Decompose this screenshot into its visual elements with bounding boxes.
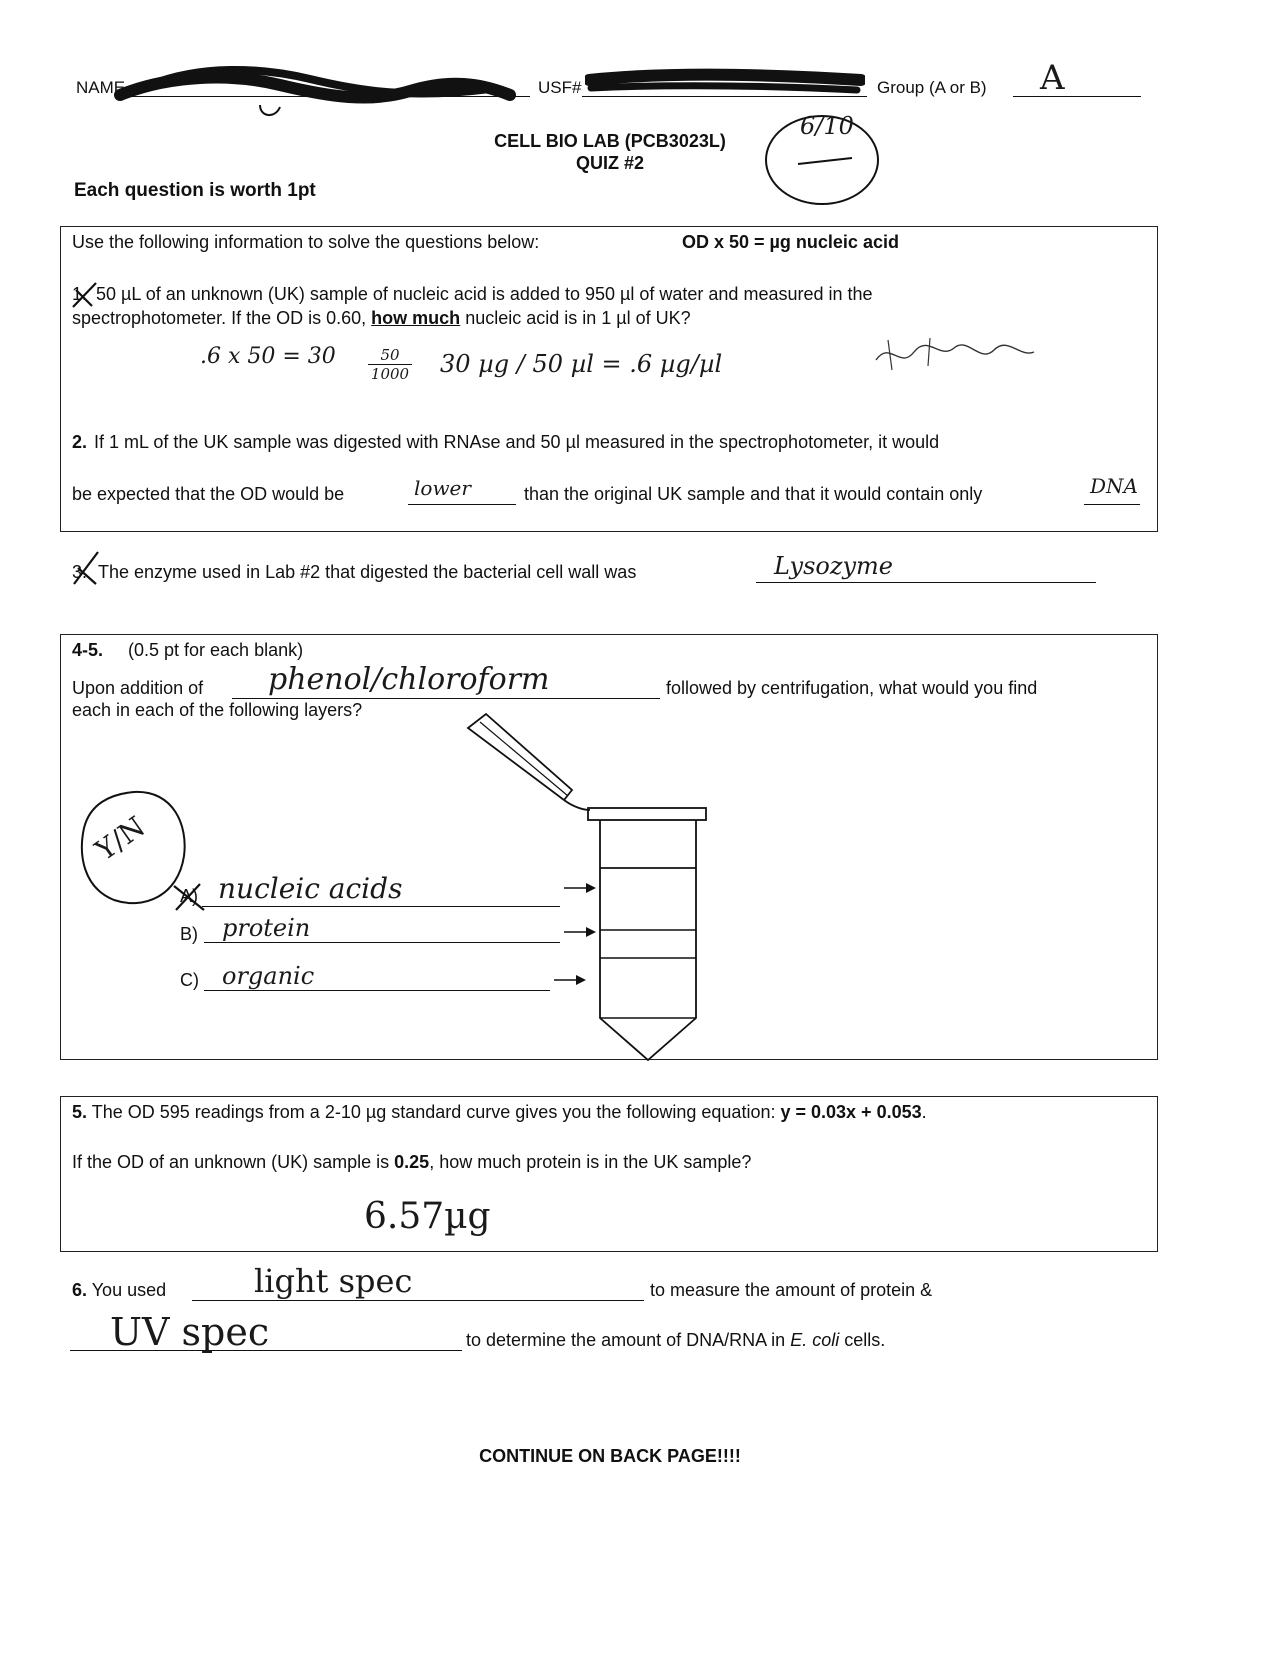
layer-c-arrow [554,972,588,988]
layer-b-label: B) [180,924,198,944]
continue-note: CONTINUE ON BACK PAGE!!!! [479,1446,741,1466]
q6-text-d: cells. [844,1330,886,1350]
q1-fraction-numerator: 50 [368,346,412,365]
q5-number: 5. [72,1102,88,1122]
redacted-name-scribble [110,55,530,125]
yn-note: Y/N [89,809,152,868]
layer-a-blank-line[interactable] [202,906,560,907]
q5-line1 [72,1102,927,1123]
layer-c-label: C) [180,970,199,990]
name-label: NAME [76,78,126,97]
quiz-title: QUIZ #2 [575,153,645,173]
q2-answer-1: lower [414,476,471,500]
course-title: CELL BIO LAB (PCB3023L) [494,131,726,151]
group-label: Group (A or B) [877,78,987,97]
q45-points: (0.5 pt for each blank) [128,640,304,660]
q1-work-step3: 30 µg / 50 µl = .6 µg/µl [440,350,723,378]
q6-text-c: to determine the amount of DNA/RNA in [466,1330,786,1350]
quiz-heading [440,130,780,174]
q6-organism: E. coli [790,1330,840,1350]
q5-text-b: If the OD of an unknown (UK) sample is [72,1152,390,1172]
layer-a-label: A) [180,886,198,906]
layer-b-blank-line[interactable] [204,942,560,943]
q6-line2-end [466,1330,885,1351]
q1-text-part-b: spectrophotometer. If the OD is 0.60, [72,308,367,328]
q5-line2 [72,1152,751,1173]
q3-answer: Lysozyme [774,552,894,580]
q3-blank-line[interactable] [756,582,1096,583]
q6-number: 6. [72,1280,88,1300]
layer-a-answer: nucleic acids [218,872,403,905]
q45-text-a: Upon addition of [72,678,204,698]
q2-blank-1-line[interactable] [408,504,516,505]
layer-c-blank-line[interactable] [204,990,550,991]
q6-blank-1-line[interactable] [192,1300,644,1301]
group-answer: A [1040,58,1065,98]
q2-number: 2. [72,432,88,452]
layer-a-arrow [564,880,598,896]
q5-text-c: , how much protein is in the UK sample? [429,1152,752,1172]
q45-text-c: each in each of the following layers? [72,700,363,720]
group-field-line[interactable] [1013,96,1141,97]
q6-answer-1: light spec [254,1262,413,1300]
q6-text-b: to measure the amount of protein & [650,1280,933,1300]
q1-number: 1. [72,284,88,304]
q5-od-value: 0.25 [394,1152,430,1172]
q1-fraction-denominator: 1000 [370,365,410,383]
q5-answer: 6.57µg [364,1196,491,1237]
od-formula: OD x 50 = µg nucleic acid [682,232,899,252]
redacted-usf-scribble [585,66,865,98]
q1-margin-scribble [870,330,1040,380]
q45-text-b: followed by centrifugation, what would you find [666,678,1038,698]
q2-text-line1: If 1 mL of the UK sample was digested with RNAse and 50 µl measured in the spectrophotometer, it would [94,432,940,452]
q1-work-fraction [368,346,412,383]
q3-number: 3. [72,562,88,582]
grade-score: 6/10 [800,112,854,140]
q3-text: The enzyme used in Lab #2 that digested the bacterial cell wall was [98,562,637,582]
layer-b-answer: protein [222,914,311,942]
q6-answer-2: UV spec [110,1310,270,1354]
q5-text-a: The OD 595 readings from a 2-10 µg standard curve gives you the following equation: [91,1102,776,1122]
q6-line1-start [72,1280,166,1301]
usf-label: USF# [538,78,582,97]
q2-text-b: be expected that the OD would be [72,484,345,504]
q2-blank-2-line[interactable] [1084,504,1140,505]
q2-answer-2: DNA [1090,474,1138,498]
q6-text-a: You used [91,1280,167,1300]
q2-text-c: than the original UK sample and that it would contain only [524,484,983,504]
q45-answer: phenol/chloroform [268,662,550,697]
section-intro: Use the following information to solve the questions below: [72,232,540,252]
q5-period: . [921,1102,927,1122]
points-note: Each question is worth 1pt [74,180,316,201]
q45-blank-line[interactable] [232,698,660,699]
q1-text-part-c: nucleic acid is in 1 µl of UK? [465,308,691,328]
q1-text-line1: 50 µL of an unknown (UK) sample of nucleic acid is added to 950 µl of water and measured in the [96,284,873,304]
layer-b-arrow [564,924,598,940]
layer-c-answer: organic [222,962,315,990]
q1-work-step1: .6 x 50 = 30 [200,344,336,369]
q1-text-line2 [72,308,691,329]
q5-equation: y = 0.03x + 0.053 [780,1102,922,1122]
q45-number: 4-5. [72,640,104,660]
q1-emphasis: how much [371,308,461,328]
